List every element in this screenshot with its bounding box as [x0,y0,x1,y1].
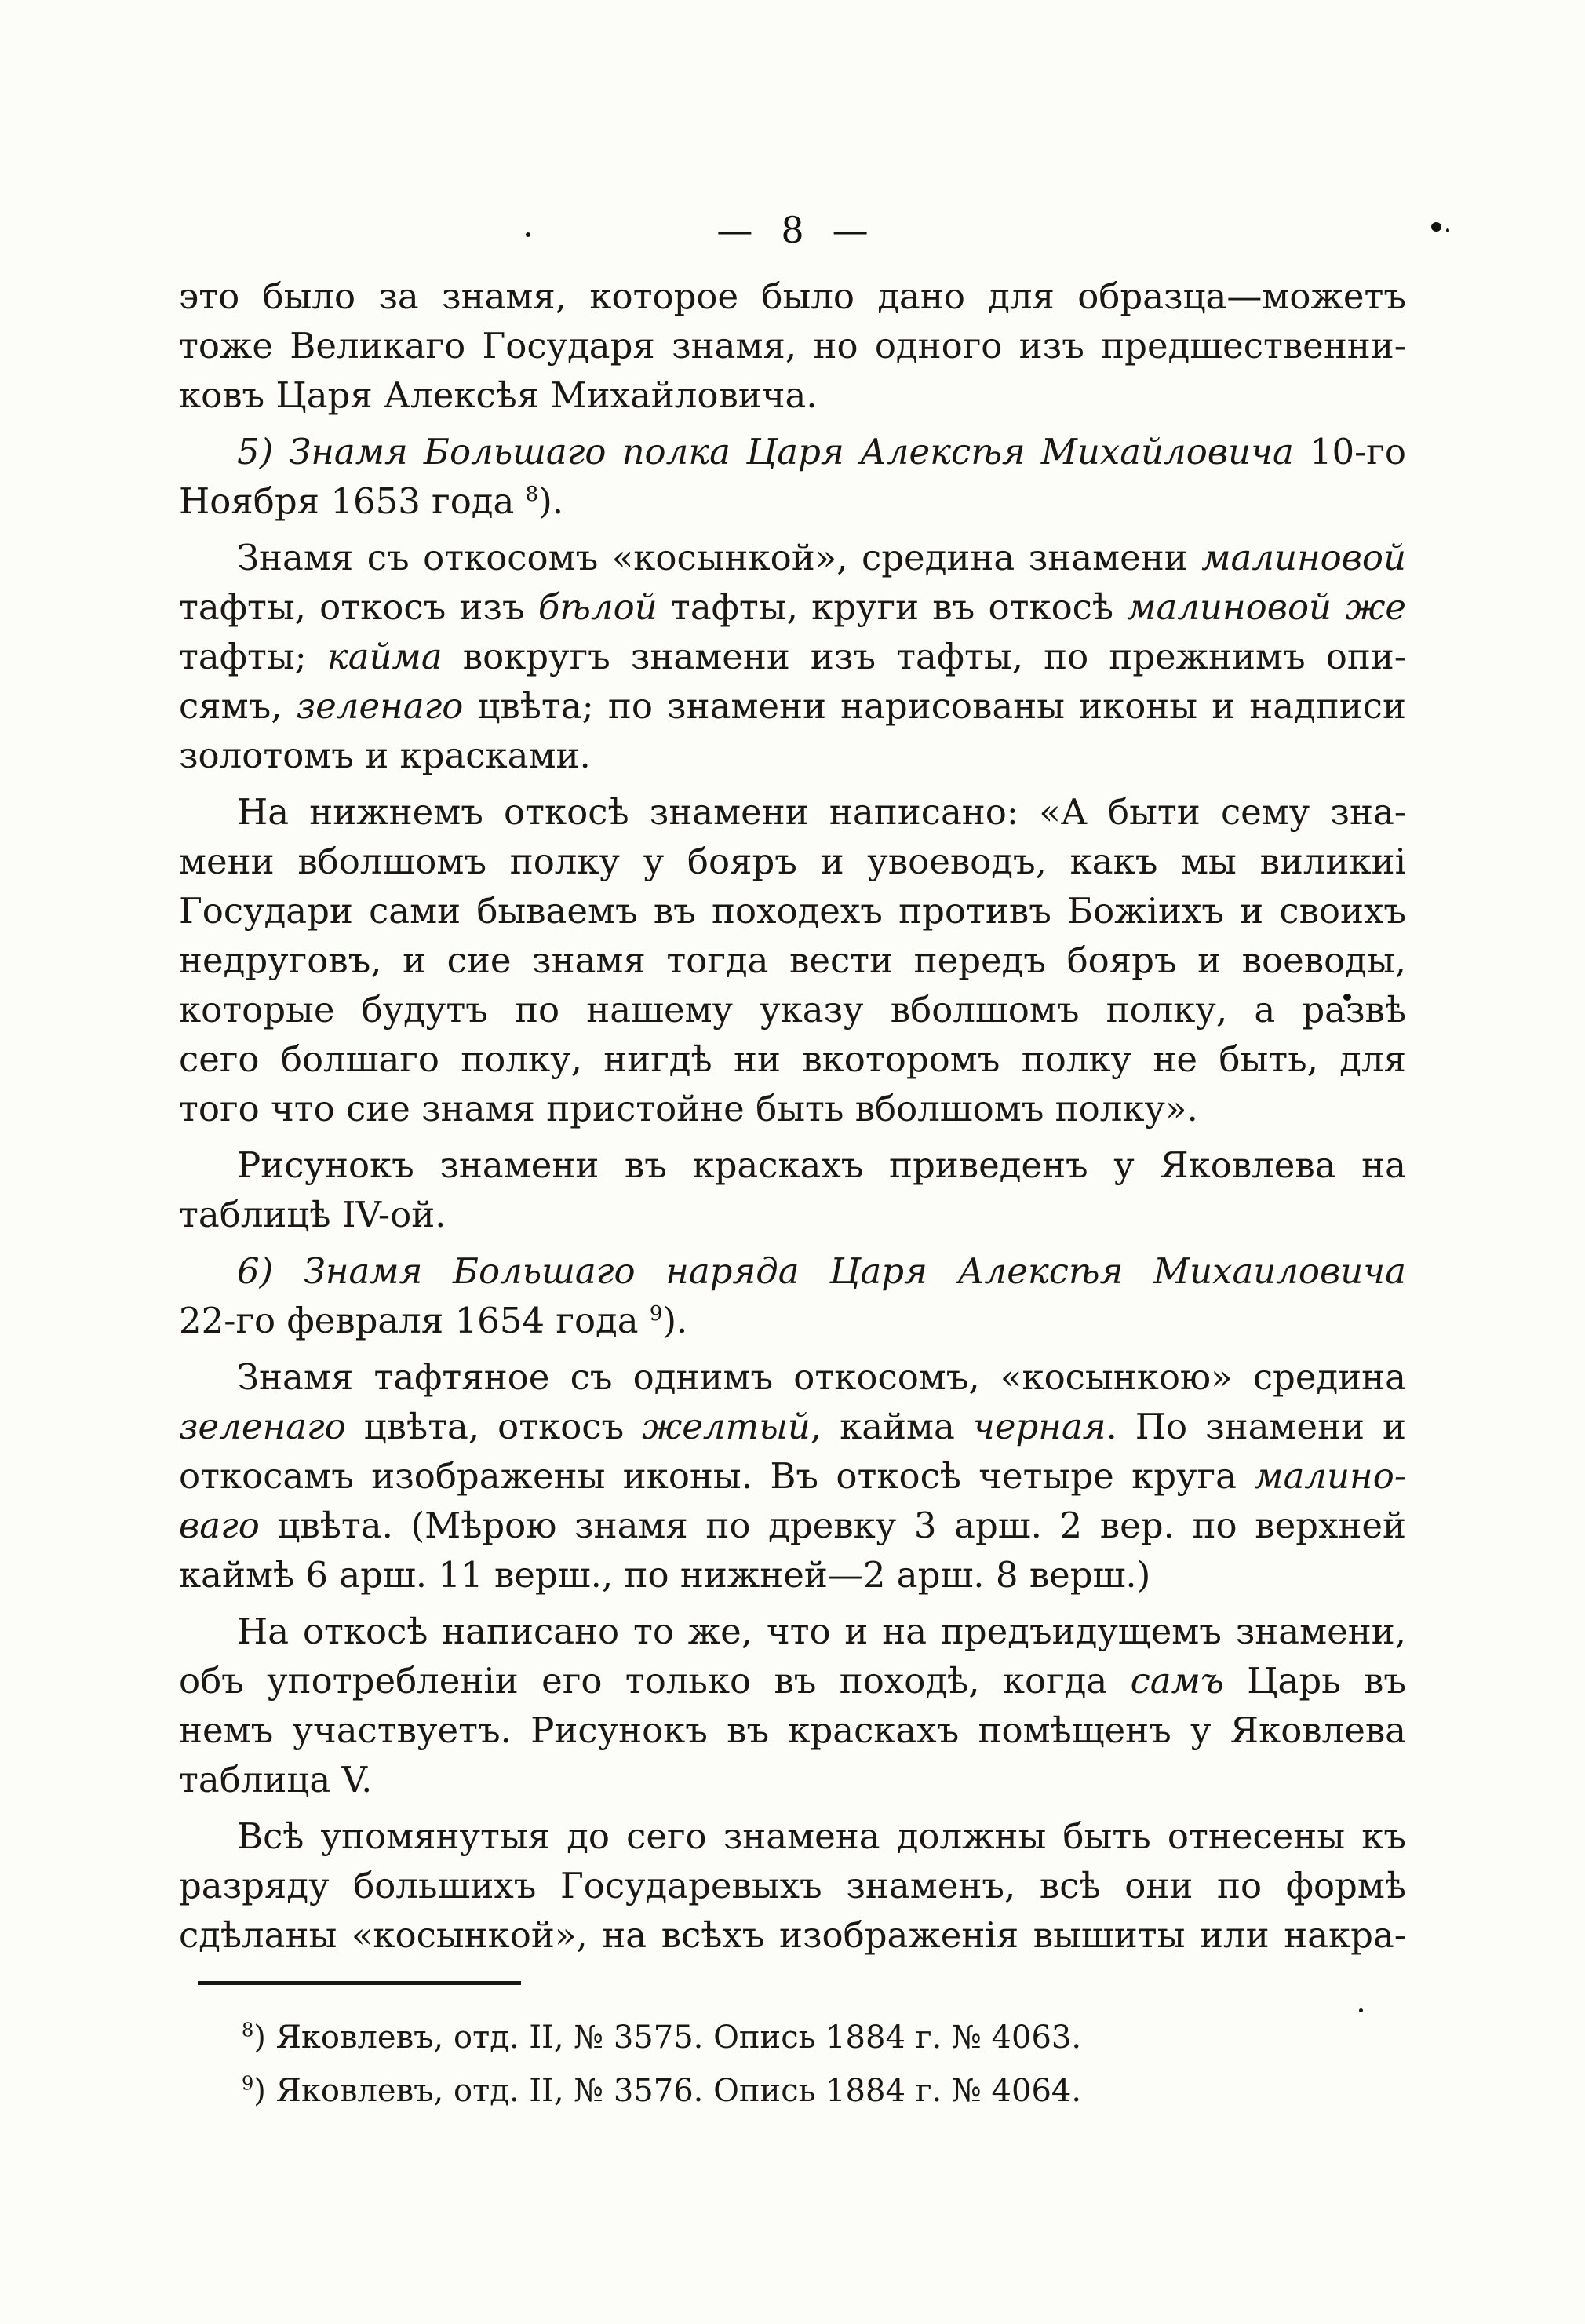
text-line: золотомъ и красками. [179,735,591,776]
header-left-dash: — [716,209,753,251]
text-line: 6) Знамя Большаго наряда Царя Алексѣя Михаиловича [237,1250,1406,1292]
text-line: объ употребленіи его только въ походѣ, когда самъ Царь въ [179,1660,1407,1702]
page-number: 8 [781,209,804,251]
footnote-separator-rule [198,1981,521,1985]
text-line: немъ участвуетъ. Рисунокъ въ краскахъ помѣщенъ у Яковлева [179,1709,1406,1751]
text-line: зеленаго цвѣта, откосъ желтый, кайма черная. По знамени и [179,1406,1406,1447]
text-line: ваго цвѣта. (Мѣрою знамя по древку 3 арш. 2 вер. по верхней [179,1505,1406,1546]
body-text [179,272,1406,1960]
scan-speck [526,232,530,237]
text-line: 22-го февраля 1654 года $^9$). [179,1300,688,1341]
text-line: каймѣ 6 арш. 11 верш., по нижней—2 арш. 8 верш.) [179,1554,1151,1596]
text-line: Знамя съ откосомъ «косынкой», средина знамени малиновой [237,537,1406,578]
text-line: таблица V. [179,1759,373,1800]
text-line: таблицѣ IV-ой. [179,1194,446,1235]
scan-speck [1446,228,1449,232]
text-line: сямъ, зеленаго цвѣта; по знамени нарисованы иконы и надписи [179,685,1406,727]
footnote: $^9$) Яковлевъ, отд. II, № 3576. Опись 1884 г. № 4064. [242,2072,1082,2109]
text-line: того что сие знамя пристойне быть вболшомъ полку». [179,1088,1198,1129]
text-line: разряду большихъ Государевыхъ знаменъ, всѣ они по формѣ [179,1865,1406,1906]
text-line: тафты, откосъ изъ бѣлой тафты, круги въ откосѣ малиновой же [179,586,1407,628]
text-line: На нижнемъ откосѣ знамени написано: «А быти сему зна- [237,791,1406,833]
text-line: Рисунокъ знамени въ краскахъ приведенъ у Яковлева на [237,1144,1406,1186]
text-line: На откосѣ написано то же, что и на предъидущемъ знамени, [237,1611,1406,1652]
text-line: тафты; кайма вокругъ знамени изъ тафты, по прежнимъ опи- [179,636,1407,677]
text-line: 5) Знамя Большаго полка Царя Алексѣя Михайловича 10-го [237,431,1406,472]
text-line: сдѣланы «косынкой», на всѣхъ изображенія вышиты или накра- [179,1914,1406,1956]
text-line: недруговъ, и сие знамя тогда вести передъ бояръ и воеводы, [179,939,1406,981]
text-line: которые будутъ по нашему указу вболшомъ полку, а развѣ [179,989,1406,1031]
page-header [0,210,1585,250]
text-line: ковъ Царя Алексѣя Михайловича. [179,374,818,416]
text-line: Знамя тафтяное съ однимъ откосомъ, «косынкою» средина [237,1356,1406,1398]
text-line: откосамъ изображены иконы. Въ откосѣ четыре круга малино- [179,1455,1406,1497]
text-line: Всѣ упомянутыя до сего знамена должны быть отнесены къ [237,1815,1406,1857]
scan-speck [1431,222,1441,232]
text-line: Государи сами бываемъ въ походехъ противъ Божіихъ и своихъ [179,890,1406,932]
header-right-dash: — [832,209,869,251]
footnotes [242,2011,1411,2118]
text-line: мени вболшомъ полку у бояръ и увоеводъ, какъ мы виликиі [179,841,1406,882]
text-line: это было за знамя, которое было дано для образца—можетъ [179,275,1406,317]
footnote: $^8$) Яковлевъ, отд. II, № 3575. Опись 1884 г. № 4063. [242,2019,1082,2056]
text-line: тоже Великаго Государя знамя, но одного изъ предшественни- [179,325,1406,367]
text-line: сего болшаго полку, нигдѣ ни вкоторомъ полку не быть, для [179,1038,1406,1080]
text-line: Ноября 1653 года $^8$). [179,480,564,522]
